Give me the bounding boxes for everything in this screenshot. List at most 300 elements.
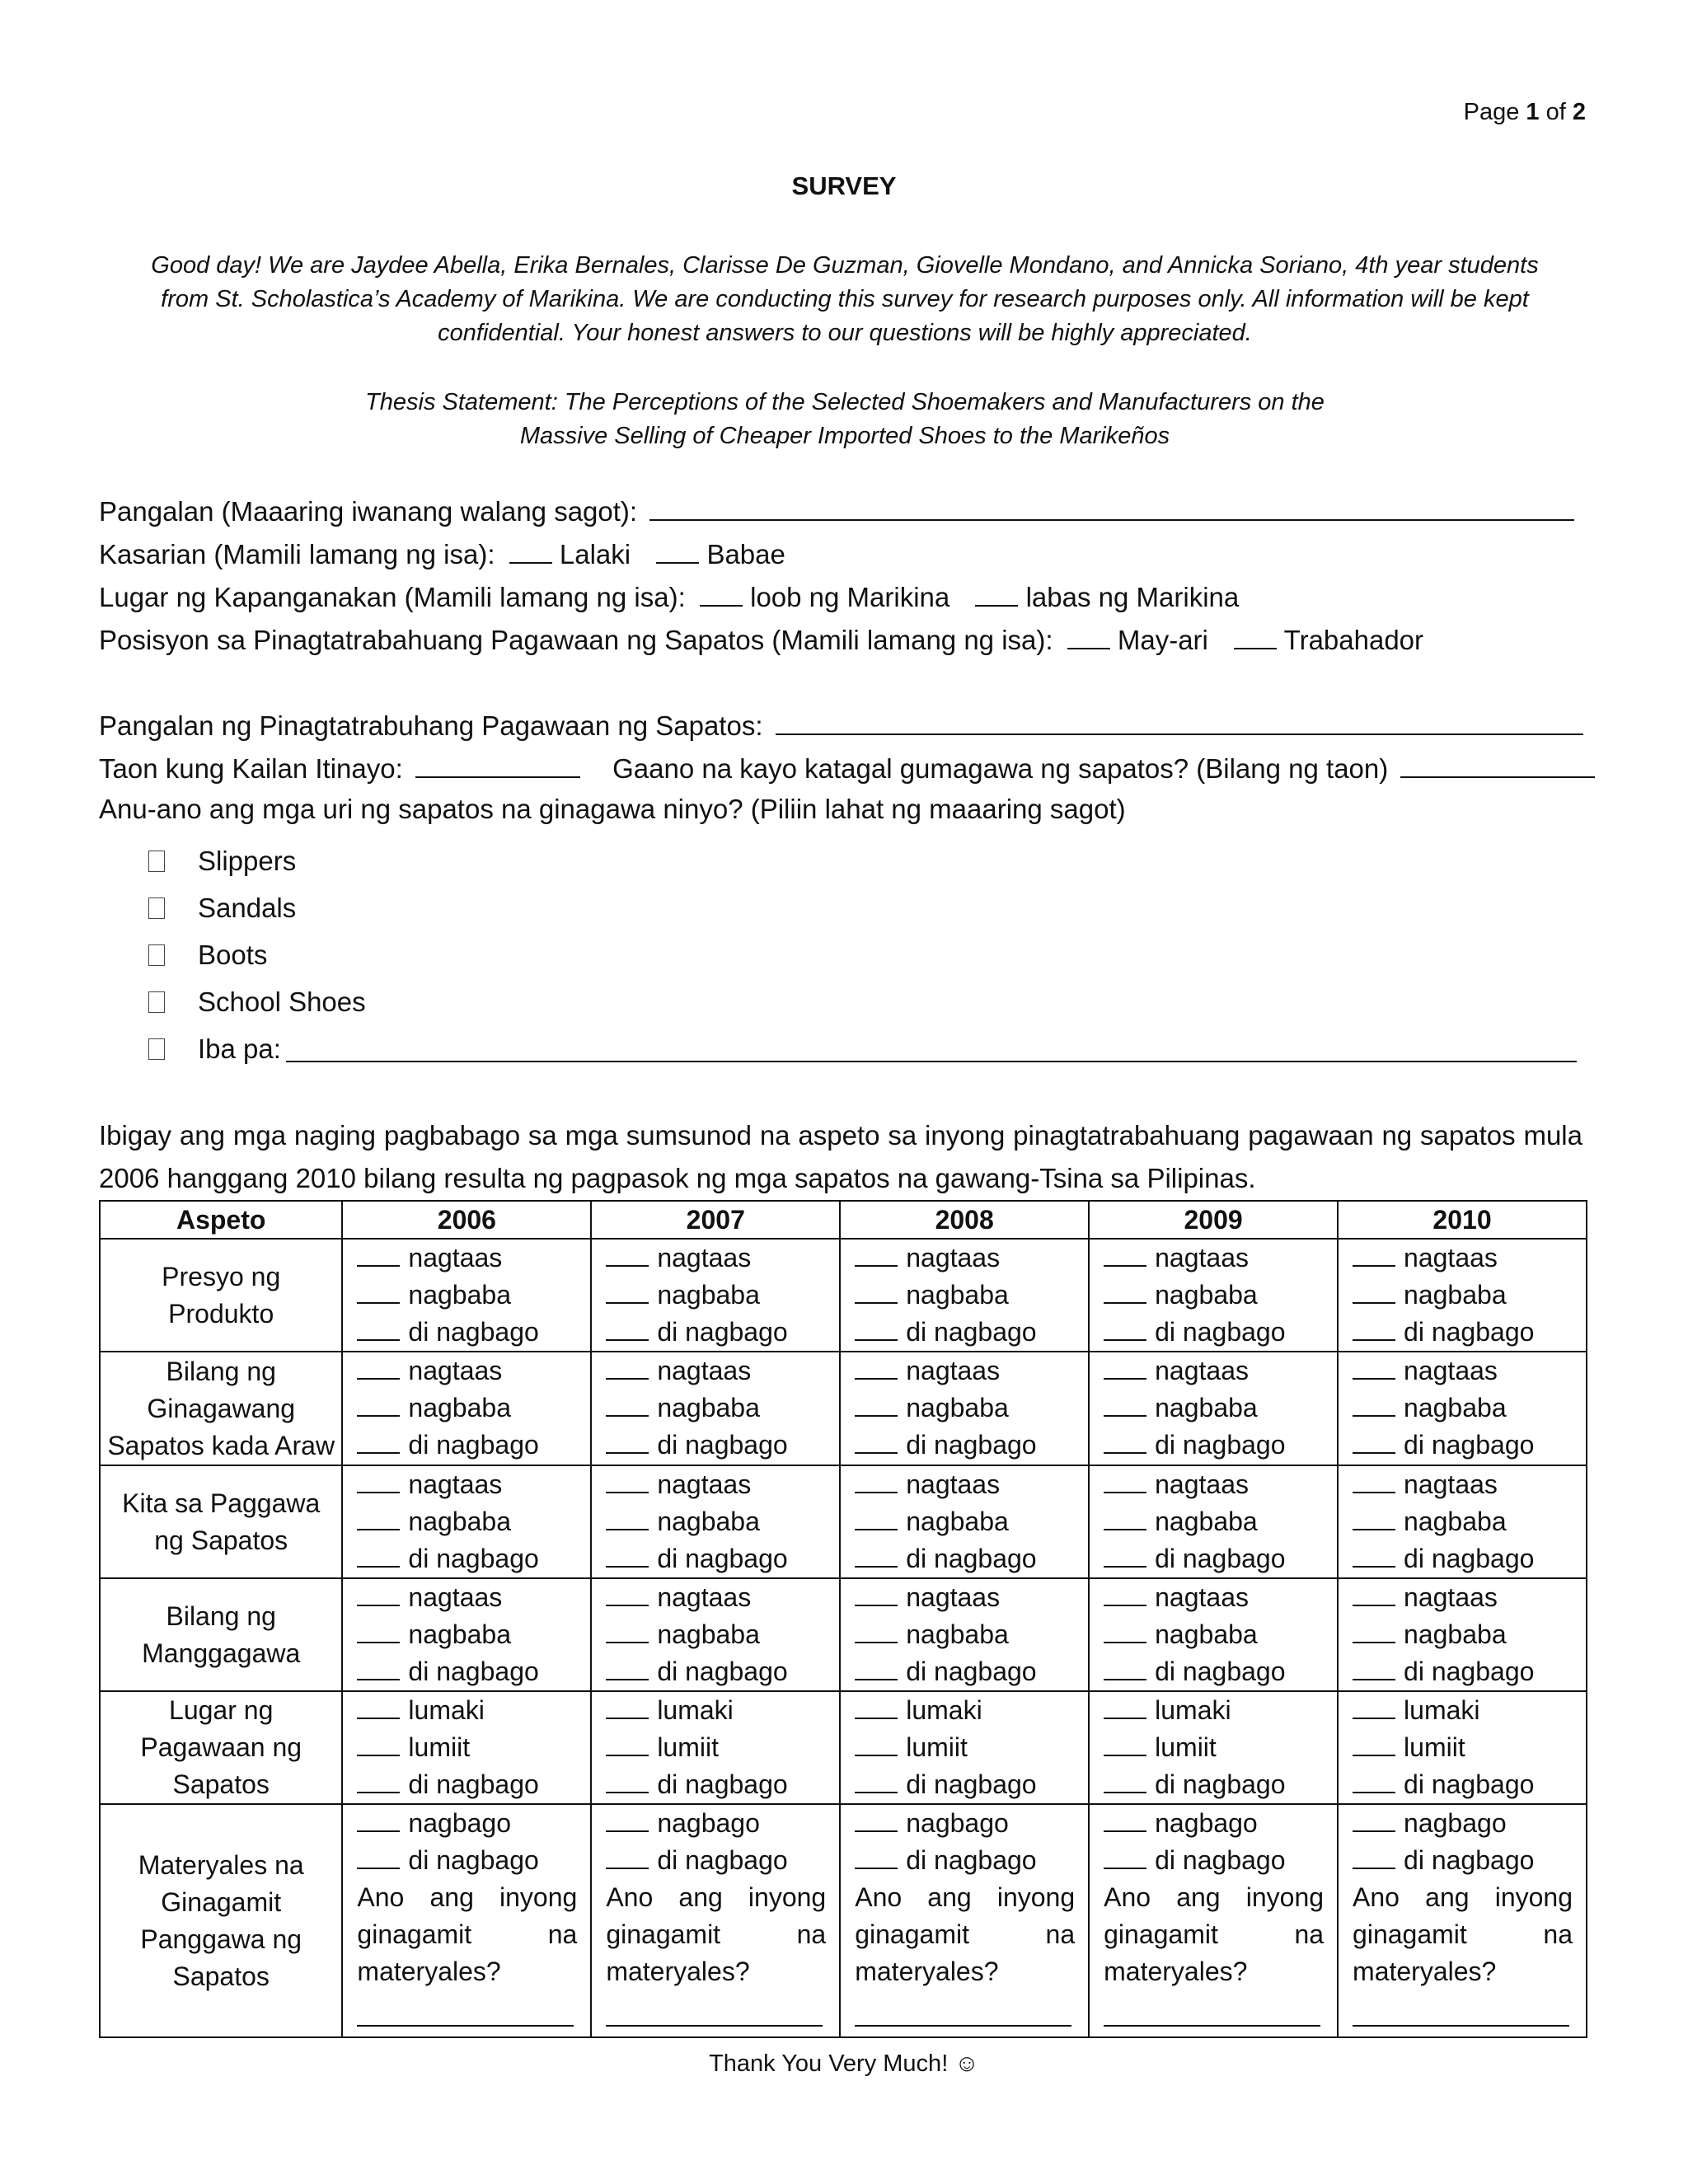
materials-answer-input[interactable] [1353,1992,1569,2027]
year-duration-row [99,752,1595,785]
sex-option-female: Babae [706,539,785,569]
thesis-statement [107,386,1582,453]
table-row [100,1691,1587,1804]
option-blank[interactable] [357,1360,400,1380]
aspect-cell: Bilang ng Ginagawang Sapatos kada Araw [100,1352,342,1465]
option-label: nagbaba [1155,1619,1258,1649]
option-row [1353,1579,1573,1616]
answer-cell [1338,1352,1587,1465]
option-label: nagbaba [408,1280,511,1310]
option-row [1104,1805,1324,1842]
option-row [855,1805,1075,1842]
option-label: nagbago [1404,1808,1507,1838]
option-blank[interactable] [1353,1586,1395,1606]
option-blank[interactable] [357,1321,400,1341]
intro-paragraph [107,249,1582,350]
answer-cell [591,1804,840,2037]
intro-line: from St. Scholastica’s Academy of Marikina. We are conducting this survey for research purposes only. All information will be kept [161,286,1529,312]
option-blank[interactable] [1353,1812,1395,1832]
option-blank[interactable] [357,1736,400,1756]
option-row [606,1390,826,1427]
option-label: di nagbago [408,1845,539,1875]
option-blank[interactable] [606,1247,649,1267]
option-row [1353,1390,1573,1427]
birthplace-label: Lugar ng Kapanganakan (Mamili lamang ng isa): [99,582,686,612]
option-blank[interactable] [1104,1849,1146,1869]
option-row [357,1352,577,1390]
option-label: nagbaba [1155,1280,1258,1310]
option-blank[interactable] [1104,1434,1146,1454]
option-label: nagbaba [1155,1393,1258,1422]
option-label: nagbago [906,1808,1009,1838]
option-blank[interactable] [1353,1360,1395,1380]
option-row [357,1277,577,1314]
option-blank[interactable] [606,1474,649,1493]
option-blank[interactable] [1104,1247,1146,1267]
option-blank[interactable] [1353,1548,1395,1568]
birthplace-option-inside: loob ng Marikina [750,582,950,612]
answer-cell [1089,1578,1338,1691]
option-label: di nagbago [657,1430,788,1460]
option-blank[interactable] [606,1548,649,1568]
answer-cell [840,1239,1089,1352]
option-blank[interactable] [357,1397,400,1417]
option-blank[interactable] [606,1661,649,1680]
option-label: di nagbago [657,1317,788,1347]
option-blank[interactable] [1353,1624,1395,1643]
birthplace-inside-blank[interactable] [700,580,743,607]
option-row [1104,1766,1324,1803]
materials-answer-input[interactable] [606,1992,823,2027]
option-label: di nagbago [1404,1845,1535,1875]
option-blank[interactable] [1104,1321,1146,1341]
materials-answer-input[interactable] [855,1992,1071,2027]
materials-answer-input[interactable] [1104,1992,1320,2027]
option-blank[interactable] [606,1774,649,1793]
option-row [1353,1352,1573,1390]
option-blank[interactable] [357,1548,400,1568]
option-row [855,1240,1075,1277]
option-row [357,1540,577,1577]
option-blank[interactable] [855,1699,898,1719]
sex-option-male-blank[interactable] [509,537,552,564]
option-blank[interactable] [606,1812,649,1832]
option-row [1104,1653,1324,1690]
checklist-label: Boots [198,939,268,970]
option-blank[interactable] [1353,1284,1395,1304]
position-worker-blank[interactable] [1234,623,1277,649]
option-blank[interactable] [855,1586,898,1606]
option-label: di nagbago [1155,1657,1286,1686]
option-row [1353,1616,1573,1653]
workplace-input[interactable] [776,709,1583,735]
table-instructions: Ibigay ang mga naging pagbabago sa mga sumsunod na aspeto sa inyong pinagtatrabahuang pagawaan ng sapatos mula 2006 hanggang 2010 bilang resulta ng pagpasok ng mga sapatos na gawang-Tsina sa Pilipinas. [99,1120,1582,1193]
checklist-label: Sandals [198,892,297,923]
option-label: nagtaas [906,1469,1001,1499]
option-blank[interactable] [1353,1397,1395,1417]
option-label: nagbaba [1404,1280,1507,1310]
option-row [357,1842,577,1879]
option-row [357,1579,577,1616]
option-blank[interactable] [357,1511,400,1530]
option-label: nagbaba [657,1619,760,1649]
position-owner-blank[interactable] [1067,623,1110,649]
option-label: nagbago [657,1808,760,1838]
option-blank[interactable] [1353,1434,1395,1454]
option-label: di nagbago [1404,1430,1535,1460]
option-label: nagbaba [906,1280,1009,1310]
checklist-label: Slippers [198,845,297,876]
option-label: di nagbago [1404,1769,1535,1799]
option-label: lumaki [1404,1695,1480,1725]
option-label: nagbaba [906,1619,1009,1649]
option-blank[interactable] [855,1434,898,1454]
option-blank[interactable] [606,1736,649,1756]
option-label: di nagbago [408,1544,539,1573]
answer-cell [840,1352,1089,1465]
option-row [1104,1540,1324,1577]
option-label: di nagbago [1155,1544,1286,1573]
option-row [1104,1314,1324,1351]
option-label: di nagbago [1155,1317,1286,1347]
option-label: nagtaas [408,1356,503,1385]
option-blank[interactable] [1104,1736,1146,1756]
option-blank[interactable] [855,1321,898,1341]
option-label: nagtaas [906,1243,1001,1272]
option-blank[interactable] [855,1661,898,1680]
option-row [1353,1503,1573,1540]
option-row [357,1466,577,1503]
option-row [1104,1503,1324,1540]
intro-line: confidential. Your honest answers to our questions will be highly appreciated. [438,320,1252,346]
position-label: Posisyon sa Pinagtatrabahuang Pagawaan ng Sapatos (Mamili lamang ng isa): [99,625,1053,655]
option-row [1353,1427,1573,1464]
option-label: lumiit [1155,1732,1217,1762]
option-blank[interactable] [357,1586,400,1606]
option-blank[interactable] [855,1397,898,1417]
option-blank[interactable] [855,1774,898,1793]
option-label: nagtaas [906,1582,1001,1612]
answer-cell [342,1352,591,1465]
table-row [100,1578,1587,1691]
materials-question: ginagamit na [1104,1919,1325,1949]
option-row [1104,1277,1324,1314]
option-row [855,1540,1075,1577]
option-label: di nagbago [657,1657,788,1686]
option-label: nagtaas [1155,1243,1249,1272]
option-row [855,1314,1075,1351]
answer-cell [1089,1691,1338,1804]
option-row [1353,1277,1573,1314]
option-blank[interactable] [1353,1474,1395,1493]
option-label: lumaki [657,1695,734,1725]
answer-cell [840,1578,1089,1691]
sex-option-female-blank[interactable] [656,537,699,564]
answer-cell [1338,1691,1587,1804]
option-label: nagbago [1155,1808,1258,1838]
option-label: lumiit [657,1732,719,1762]
option-row [855,1766,1075,1803]
option-label: nagbaba [906,1393,1009,1422]
option-blank[interactable] [1104,1397,1146,1417]
materials-question: ginagamit na [855,1919,1076,1949]
option-blank[interactable] [357,1284,400,1304]
option-label: nagtaas [408,1243,503,1272]
option-label: di nagbago [906,1544,1037,1573]
option-blank[interactable] [606,1624,649,1643]
option-row [1353,1729,1573,1766]
option-row [1104,1842,1324,1879]
sex-option-male: Lalaki [559,539,631,569]
option-label: di nagbago [408,1657,539,1686]
option-blank[interactable] [1353,1849,1395,1869]
page-of: of [1545,99,1566,125]
option-label: lumaki [1155,1695,1231,1725]
option-row [606,1579,826,1616]
option-blank[interactable] [1104,1624,1146,1643]
checkbox[interactable] [148,944,165,966]
option-label: di nagbago [906,1430,1037,1460]
option-blank[interactable] [357,1434,400,1454]
option-blank[interactable] [855,1548,898,1568]
option-blank[interactable] [606,1586,649,1606]
option-blank[interactable] [357,1247,400,1267]
birthplace-outside-blank[interactable] [975,580,1018,607]
answer-cell [1089,1465,1338,1578]
option-row [357,1240,577,1277]
option-blank[interactable] [855,1812,898,1832]
option-blank[interactable] [855,1284,898,1304]
checklist-label: Iba pa: [198,1033,281,1064]
option-blank[interactable] [1104,1511,1146,1530]
answer-cell [591,1465,840,1578]
option-blank[interactable] [606,1284,649,1304]
option-blank[interactable] [1104,1774,1146,1793]
answer-cell [342,1239,591,1352]
answer-cell [591,1691,840,1804]
option-row [1353,1240,1573,1277]
duration-input[interactable] [1400,752,1595,778]
option-row [855,1692,1075,1729]
option-row [357,1390,577,1427]
checkbox[interactable] [148,898,165,919]
option-row [606,1805,826,1842]
option-row [1104,1427,1324,1464]
option-row [357,1692,577,1729]
option-blank[interactable] [1104,1812,1146,1832]
checkbox[interactable] [148,1038,165,1060]
option-row [855,1427,1075,1464]
option-blank[interactable] [357,1774,400,1793]
shoe-types-checklist [148,837,1577,1072]
aspect-cell: Bilang ng Manggagawa [100,1578,342,1691]
option-blank[interactable] [357,1849,400,1869]
option-row [855,1729,1075,1766]
survey-title: SURVEY [791,171,897,200]
header-year: 2006 [342,1201,591,1239]
option-label: nagbaba [657,1393,760,1422]
option-blank[interactable] [855,1624,898,1643]
option-row [855,1616,1075,1653]
materials-question: materyales? [606,1957,750,1986]
option-blank[interactable] [1104,1360,1146,1380]
option-row [855,1842,1075,1879]
answer-cell [840,1691,1089,1804]
position-field-row [99,623,1423,657]
answer-cell [1338,1239,1587,1352]
option-label: di nagbago [1404,1544,1535,1573]
materials-question: materyales? [855,1957,999,1986]
year-label: Taon kung Kailan Itinayo: [99,753,403,784]
option-row [855,1503,1075,1540]
option-blank[interactable] [855,1247,898,1267]
option-label: lumiit [408,1732,471,1762]
answer-cell [1089,1804,1338,2037]
name-label: Pangalan (Maaaring iwanang walang sagot): [99,496,638,527]
materials-question: materyales? [1353,1957,1497,1986]
option-blank[interactable] [606,1360,649,1380]
option-blank[interactable] [606,1321,649,1341]
checklist-item [148,837,1577,884]
option-row [1353,1805,1573,1842]
intro-line: Good day! We are Jaydee Abella, Erika Bernales, Clarisse De Guzman, Giovelle Mondano, and Annicka Soriano, 4th year students [151,252,1539,279]
option-label: nagbaba [408,1619,511,1649]
checkbox[interactable] [148,851,165,872]
option-label: nagtaas [1155,1582,1249,1612]
option-row [855,1653,1075,1690]
answer-cell [591,1578,840,1691]
option-label: di nagbago [906,1769,1037,1799]
option-row [357,1766,577,1803]
sex-field-row [99,537,785,571]
aspect-cell: Presyo ng Produkto [100,1239,342,1352]
option-label: nagbaba [408,1393,511,1422]
option-row [1353,1766,1573,1803]
option-label: nagbaba [906,1507,1009,1536]
page-number [1464,99,1586,126]
option-blank[interactable] [1353,1736,1395,1756]
option-blank[interactable] [357,1812,400,1832]
workplace-field-row [99,709,1583,743]
materials-question: ginagamit na [606,1919,827,1949]
answer-cell [591,1239,840,1352]
option-label: nagtaas [657,1356,752,1385]
option-blank[interactable] [606,1511,649,1530]
option-blank[interactable] [1353,1699,1395,1719]
option-blank[interactable] [855,1736,898,1756]
materials-answer-input[interactable] [357,1992,574,2027]
option-blank[interactable] [357,1474,400,1493]
option-row [1353,1466,1573,1503]
option-blank[interactable] [1104,1586,1146,1606]
option-row [357,1616,577,1653]
thesis-line: Thesis Statement: The Perceptions of the Selected Shoemakers and Manufacturers on the [365,389,1325,415]
option-blank[interactable] [606,1699,649,1719]
option-blank[interactable] [606,1849,649,1869]
option-blank[interactable] [357,1624,400,1643]
option-blank[interactable] [855,1849,898,1869]
option-row [357,1653,577,1690]
option-row [1104,1240,1324,1277]
option-blank[interactable] [1353,1321,1395,1341]
option-blank[interactable] [606,1434,649,1454]
option-row [606,1729,826,1766]
option-blank[interactable] [1353,1661,1395,1680]
option-blank[interactable] [1104,1548,1146,1568]
option-blank[interactable] [855,1360,898,1380]
table-row [100,1352,1587,1465]
option-label: lumiit [1404,1732,1465,1762]
option-blank[interactable] [1104,1284,1146,1304]
option-label: di nagbago [906,1317,1037,1347]
option-row [606,1427,826,1464]
materials-question: materyales? [1104,1957,1248,1986]
option-row [1104,1390,1324,1427]
materials-question: Ano ang inyong [357,1882,578,1912]
option-label: nagtaas [408,1582,503,1612]
option-row [606,1540,826,1577]
option-row [855,1579,1075,1616]
option-blank[interactable] [1104,1661,1146,1680]
option-blank[interactable] [606,1397,649,1417]
option-label: nagtaas [1404,1469,1498,1499]
option-blank[interactable] [357,1699,400,1719]
answer-cell [840,1465,1089,1578]
option-row [606,1352,826,1390]
option-blank[interactable] [1353,1511,1395,1530]
header-year: 2008 [840,1201,1089,1239]
option-label: nagbaba [408,1507,511,1536]
thank-you-note: Thank You Very Much! ☺ [709,2050,979,2077]
name-input[interactable] [649,494,1574,521]
option-label: nagbaba [1404,1619,1507,1649]
year-input[interactable] [415,752,580,778]
answer-cell [342,1804,591,2037]
materials-question: ginagamit na [1353,1919,1573,1949]
option-label: nagbaba [657,1507,760,1536]
option-blank[interactable] [855,1474,898,1493]
answer-cell [1338,1578,1587,1691]
option-row [855,1277,1075,1314]
table-row [100,1804,1587,2037]
option-row [606,1842,826,1879]
table-row [100,1239,1587,1352]
option-label: di nagbago [657,1769,788,1799]
option-blank[interactable] [1104,1699,1146,1719]
header-year: 2009 [1089,1201,1338,1239]
option-label: di nagbago [408,1430,539,1460]
checkbox[interactable] [148,991,165,1013]
answer-cell [591,1352,840,1465]
option-blank[interactable] [1104,1474,1146,1493]
changes-table [99,1200,1587,2038]
option-label: lumaki [906,1695,982,1725]
option-blank[interactable] [357,1661,400,1680]
option-label: nagtaas [1155,1469,1249,1499]
option-blank[interactable] [1353,1774,1395,1793]
other-shoe-input[interactable] [286,1036,1577,1062]
option-blank[interactable] [855,1511,898,1530]
option-label: nagbaba [1155,1507,1258,1536]
option-row [357,1729,577,1766]
page-current: 1 [1526,99,1540,125]
option-label: di nagbago [657,1544,788,1573]
option-label: di nagbago [906,1845,1037,1875]
option-label: di nagbago [906,1657,1037,1686]
option-blank[interactable] [1353,1247,1395,1267]
answer-cell [1089,1352,1338,1465]
materials-question: Ano ang inyong [606,1882,827,1912]
